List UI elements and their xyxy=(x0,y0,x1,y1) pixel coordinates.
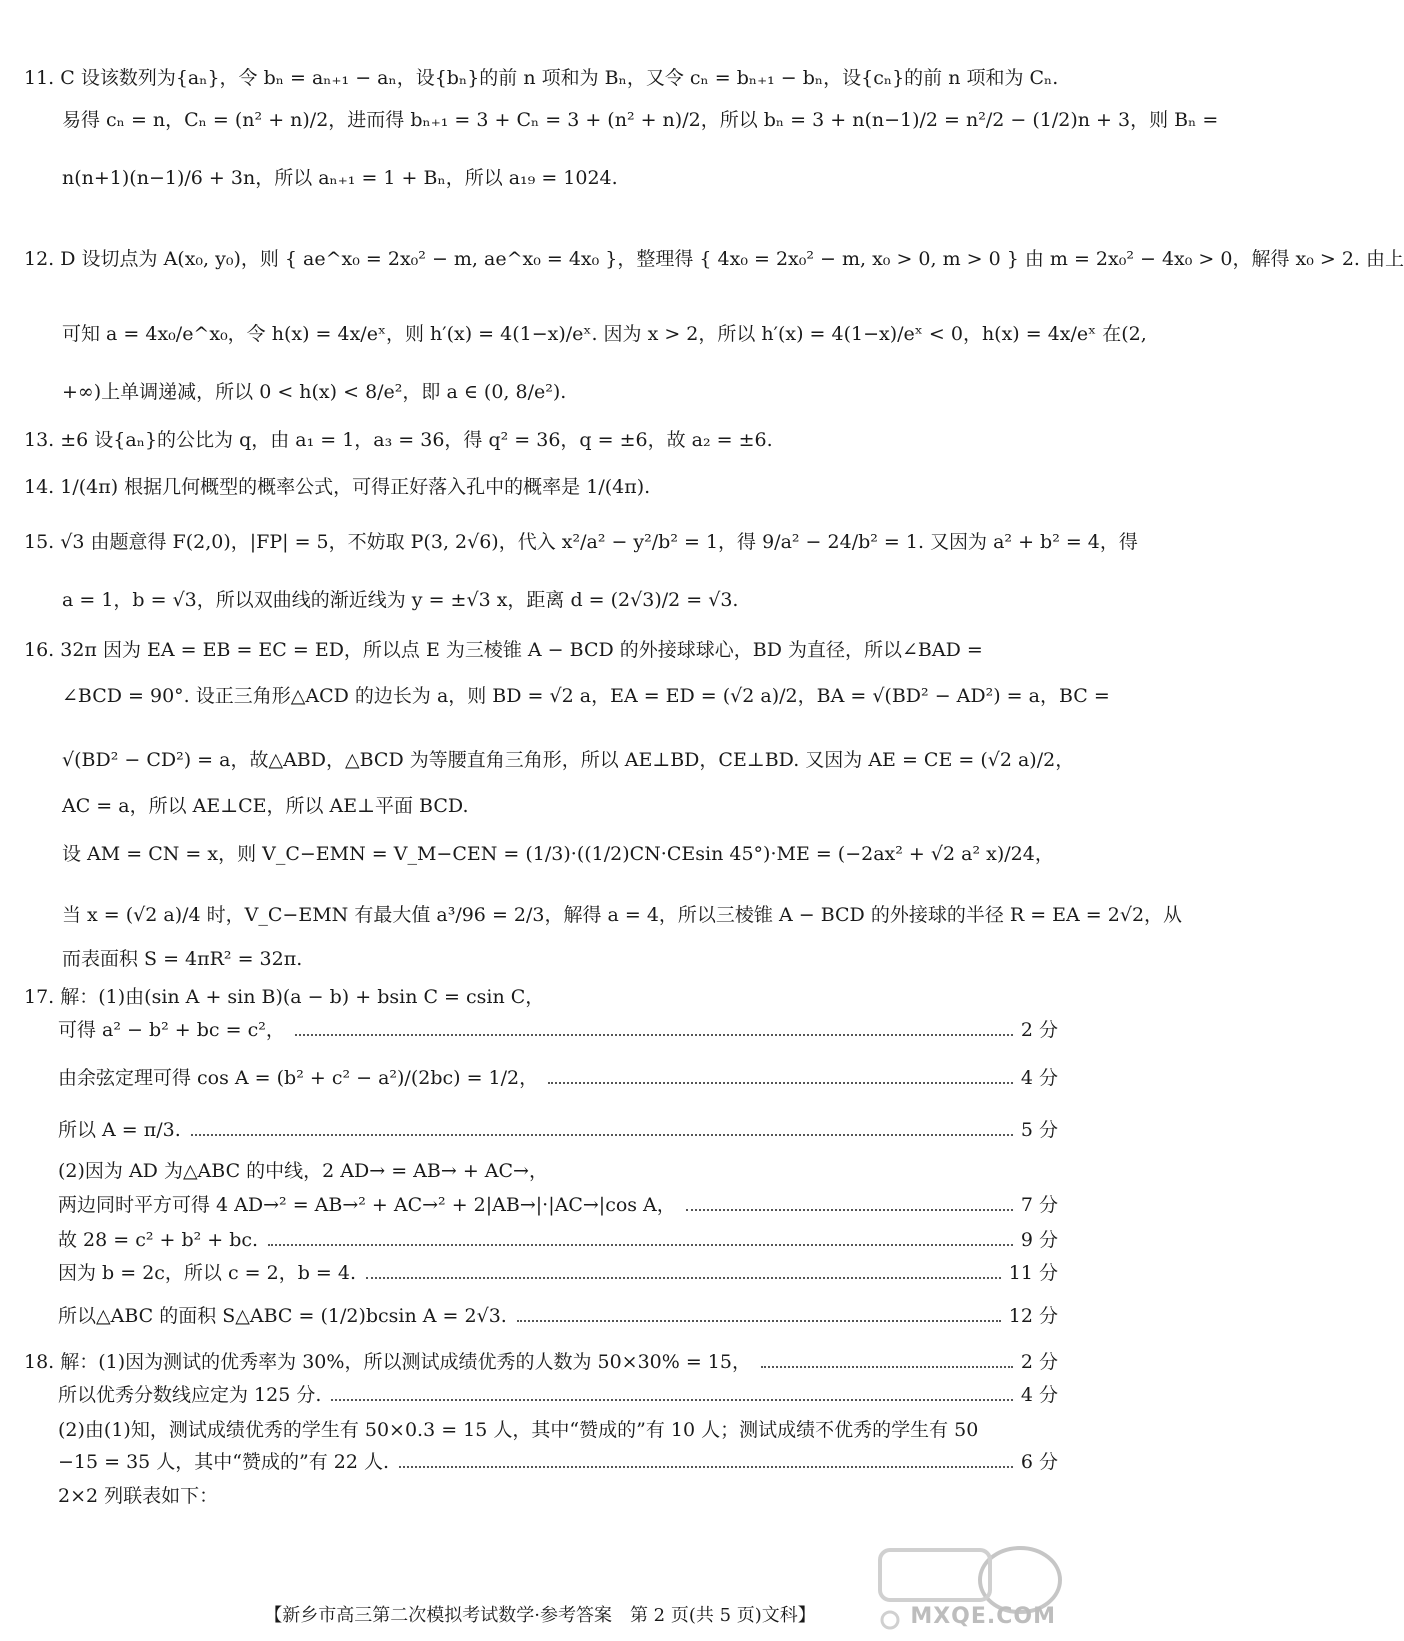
dot-leader xyxy=(295,1034,1013,1036)
q17-heading: 17. 解：(1)由(sin A + sin B)(a − b) + bsin C = csin C， xyxy=(24,986,545,1008)
q18-line-5: 2×2 列联表如下： xyxy=(58,1485,219,1507)
q17-step-row xyxy=(58,1118,1058,1142)
q17-part2-head: (2)因为 AD 为△ABC 的中线，2 AD→ = AB→ + AC→， xyxy=(58,1160,548,1182)
dot-leader xyxy=(761,1366,1013,1368)
step-text: 因为 b = 2c，所以 c = 2，b = 4. xyxy=(58,1262,356,1284)
step-points: 2 分 xyxy=(1020,1351,1058,1373)
step-text: 两边同时平方可得 4 AD→² = AB→² + AC→² + 2|AB→|·|AC→|cos A， xyxy=(58,1194,676,1216)
q17-step-row xyxy=(58,1018,1058,1042)
dot-leader xyxy=(366,1277,1001,1279)
q16-line-5: 设 AM = CN = x，则 V_C−EMN = V_M−CEN = (1/3)·((1/2)CN·CEsin 45°)·ME = (−2ax² + √2 a² x)/24， xyxy=(62,843,1054,865)
dot-leader xyxy=(399,1466,1013,1468)
step-text: 可得 a² − b² + bc = c²， xyxy=(58,1019,285,1041)
step-points: 5 分 xyxy=(1020,1119,1058,1141)
step-points: 4 分 xyxy=(1020,1384,1058,1406)
q17-step-row xyxy=(58,1228,1058,1252)
q11-line-1: 11. C 设该数列为{aₙ}，令 bₙ = aₙ₊₁ − aₙ，设{bₙ}的前 n 项和为 Bₙ，又令 cₙ = bₙ₊₁ − bₙ，设{cₙ}的前 n 项和为 Cₙ. xyxy=(24,67,1059,89)
q14-line: 14. 1/(4π) 根据几何概型的概率公式，可得正好落入孔中的概率是 1/(4π). xyxy=(24,476,651,498)
q17-step-row xyxy=(58,1066,1058,1090)
page-footer: 【新乡市高三第二次模拟考试数学·参考答案 第 2 页(共 5 页)文科】 xyxy=(264,1605,816,1626)
q17-step-row xyxy=(58,1261,1058,1285)
step-text: 由余弦定理可得 cos A = (b² + c² − a²)/(2bc) = 1/2， xyxy=(58,1067,539,1089)
q11-line-3: n(n+1)(n−1)/6 + 3n，所以 aₙ₊₁ = 1 + Bₙ，所以 a₁₉ = 1024. xyxy=(62,167,618,189)
step-text: 所以 A = π/3. xyxy=(58,1119,181,1141)
step-text: 所以△ABC 的面积 S△ABC = (1/2)bcsin A = 2√3. xyxy=(58,1305,507,1327)
q16-line-2: ∠BCD = 90°. 设正三角形△ACD 的边长为 a，则 BD = √2 a，EA = ED = (√2 a)/2，BA = √(BD² − AD²) = a，BC = xyxy=(62,685,1110,707)
step-points: 9 分 xyxy=(1020,1229,1058,1251)
step-points: 11 分 xyxy=(1008,1262,1058,1284)
q15-line-2: a = 1，b = √3，所以双曲线的渐近线为 y = ±√3 x，距离 d = (2√3)/2 = √3. xyxy=(62,589,739,611)
q18-line-3: (2)由(1)知，测试成绩优秀的学生有 50×0.3 = 15 人，其中“赞成的”有 10 人；测试成绩不优秀的学生有 50 xyxy=(58,1419,979,1441)
q16-line-7: 而表面积 S = 4πR² = 32π. xyxy=(62,948,303,970)
q16-line-1: 16. 32π 因为 EA = EB = EC = ED，所以点 E 为三棱锥 A − BCD 的外接球球心，BD 为直径，所以∠BAD = xyxy=(24,639,983,661)
step-points: 2 分 xyxy=(1020,1019,1058,1041)
step-points: 7 分 xyxy=(1020,1194,1058,1216)
q16-line-3: √(BD² − CD²) = a，故△ABD，△BCD 为等腰直角三角形，所以 AE⊥BD，CE⊥BD. 又因为 AE = CE = (√2 a)/2， xyxy=(62,749,1075,771)
q17-step-row xyxy=(58,1193,1058,1217)
dot-leader xyxy=(191,1134,1013,1136)
dot-leader xyxy=(268,1244,1013,1246)
q12-line-3: +∞)上单调递减，所以 0 < h(x) < 8/e²，即 a ∈ (0, 8/e²). xyxy=(62,381,567,403)
q12-line-2: 可知 a = 4x₀/e^x₀，令 h(x) = 4x/eˣ，则 h′(x) = 4(1−x)/eˣ. 因为 x > 2，所以 h′(x) = 4(1−x)/eˣ < 0，h(x) = 4x/eˣ 在(2, xyxy=(62,323,1147,345)
step-points: 12 分 xyxy=(1008,1305,1058,1327)
q17-step-row xyxy=(58,1304,1058,1328)
q11-line-2: 易得 cₙ = n，Cₙ = (n² + n)/2，进而得 bₙ₊₁ = 3 + Cₙ = 3 + (n² + n)/2，所以 bₙ = 3 + n(n−1)/2 = n²/2 − (1/2)n + 3，则 Bₙ = xyxy=(62,109,1219,131)
step-points: 6 分 xyxy=(1020,1451,1058,1473)
q18-step-row xyxy=(58,1450,1058,1474)
step-text: 故 28 = c² + b² + bc. xyxy=(58,1229,259,1251)
watermark-text: MXQE.COM xyxy=(910,1604,1056,1629)
q12-line-1: 12. D 设切点为 A(x₀, y₀)，则 { ae^x₀ = 2x₀² − m, ae^x₀ = 4x₀ }，整理得 { 4x₀ = 2x₀² − m, x₀ > 0, m > 0 } 由 m = 2x₀² − 4x₀ > 0，解得 x₀ > 2. 由上 xyxy=(24,248,1404,270)
q15-line-1: 15. √3 由题意得 F(2,0)，|FP| = 5，不妨取 P(3, 2√6)，代入 x²/a² − y²/b² = 1，得 9/a² − 24/b² = 1. 又因为 a² + b² = 4，得 xyxy=(24,531,1138,553)
step-text: −15 = 35 人，其中“赞成的”有 22 人. xyxy=(58,1451,390,1473)
q16-line-6: 当 x = (√2 a)/4 时，V_C−EMN 有最大值 a³/96 = 2/3，解得 a = 4，所以三棱锥 A − BCD 的外接球的半径 R = EA = 2√2，从 xyxy=(62,904,1183,926)
step-text: 所以优秀分数线应定为 125 分. xyxy=(58,1384,322,1406)
step-text: 18. 解：(1)因为测试的优秀率为 30%，所以测试成绩优秀的人数为 50×30% = 15， xyxy=(24,1351,751,1373)
dot-leader xyxy=(517,1320,1001,1322)
q16-line-4: AC = a，所以 AE⊥CE，所以 AE⊥平面 BCD. xyxy=(62,795,469,817)
q18-step-row xyxy=(24,1350,1058,1374)
dot-leader xyxy=(331,1399,1012,1401)
dot-leader xyxy=(686,1209,1013,1211)
dot-leader xyxy=(548,1082,1013,1084)
q18-step-row xyxy=(58,1383,1058,1407)
step-points: 4 分 xyxy=(1020,1067,1058,1089)
q13-line: 13. ±6 设{aₙ}的公比为 q，由 a₁ = 1，a₃ = 36，得 q² = 36，q = ±6，故 a₂ = ±6. xyxy=(24,429,773,451)
